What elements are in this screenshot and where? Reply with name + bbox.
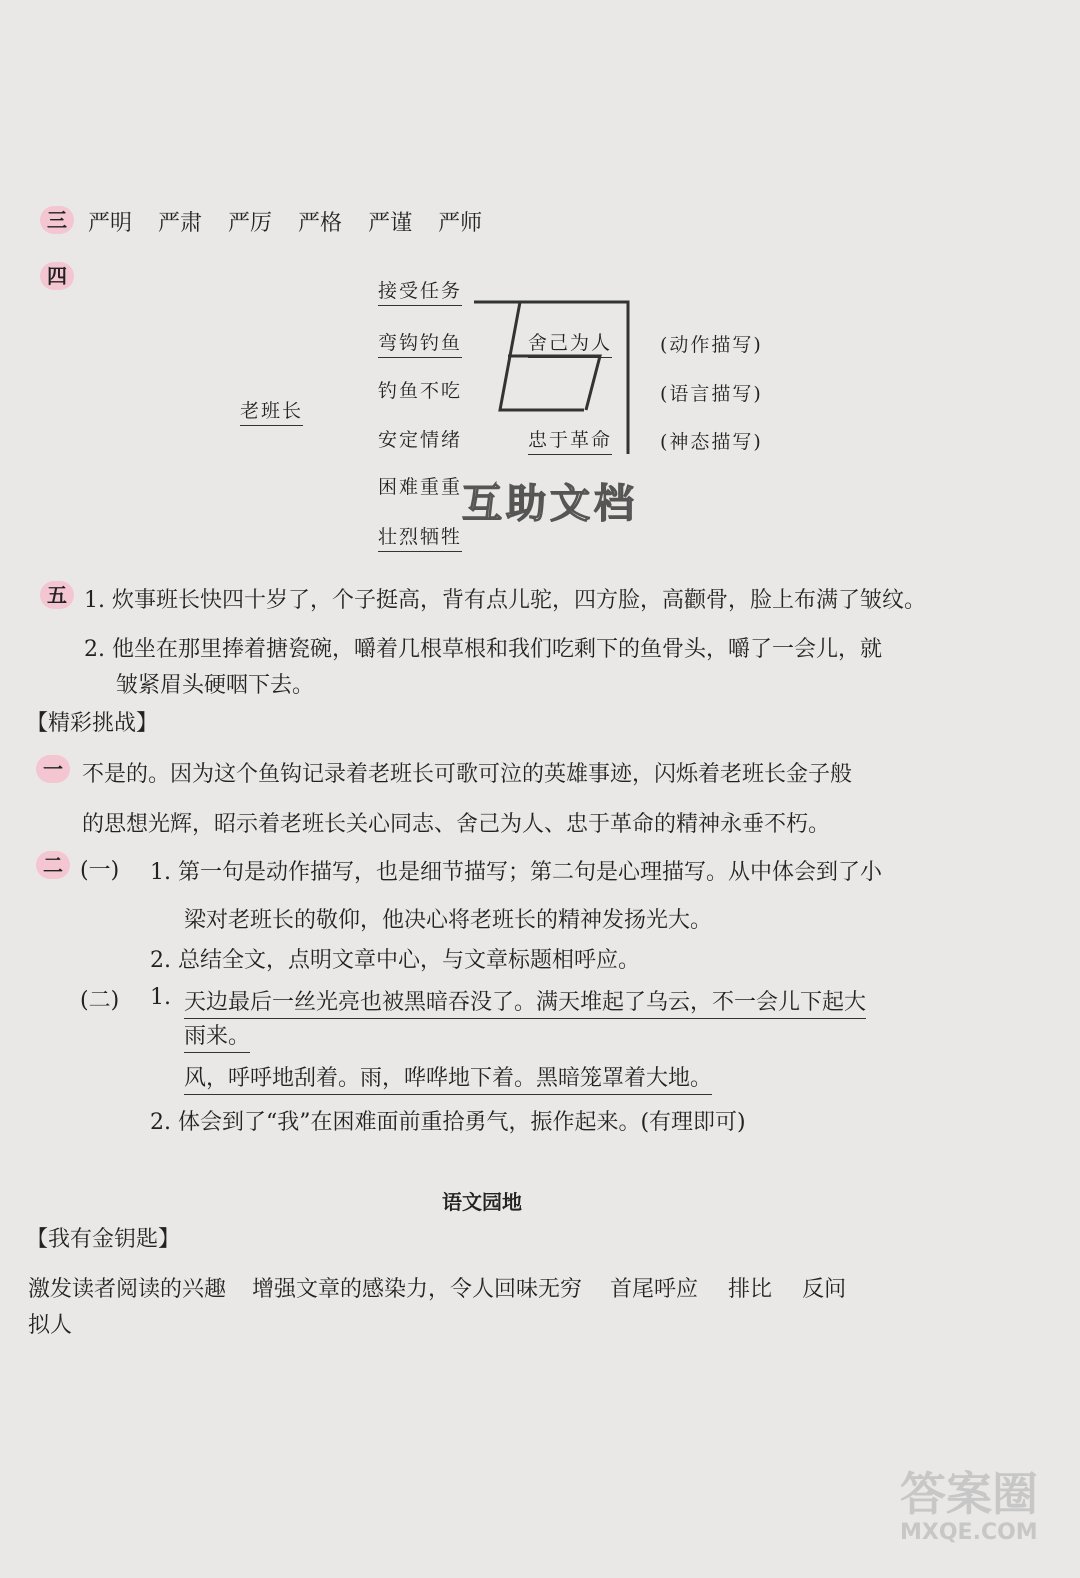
answer-item: 增强文章的感染力，令人回味无穷	[252, 1277, 583, 1302]
answer-number: 1.	[150, 985, 171, 1010]
diagram-item: 钓鱼不吃	[378, 380, 463, 402]
answer-line	[28, 1272, 846, 1303]
word-item: 严谨	[368, 211, 413, 236]
section-badge-4: 四	[40, 262, 74, 290]
quoted-sentence: 雨来。	[184, 1019, 250, 1053]
watermark-stamp: 互助文档	[462, 481, 638, 527]
section-badge-1: 一	[36, 755, 70, 783]
answer-line: 2. 总结全文，点明文章中心，与文章标题相呼应。	[150, 948, 640, 973]
diagram-mid: 忠于革命	[528, 425, 612, 455]
quoted-sentence: 天边最后一丝光亮也被黑暗吞没了。满天堆起了乌云，不一会儿下起大	[184, 985, 866, 1019]
diagram-item: 安定情绪	[378, 429, 463, 451]
diagram-item: 接受任务	[378, 276, 462, 306]
answer-item: 激发读者阅读的兴趣	[28, 1277, 227, 1302]
word-item: 严师	[438, 211, 483, 236]
diagram-item: 困难重重	[378, 476, 463, 498]
section-badge-2: 二	[36, 851, 70, 879]
word-item: 严厉	[228, 211, 273, 236]
answer-line: 梁对老班长的敬仰，他决心将老班长的精神发扬光大。	[184, 908, 713, 933]
diagram-desc: (语言描写)	[660, 383, 763, 405]
word-item: 严格	[298, 211, 343, 236]
answer-line: 2. 他坐在那里捧着搪瓷碗，嚼着几根草根和我们吃剩下的鱼骨头，嚼了一会儿，就	[84, 637, 882, 662]
answer-line: 拟人	[28, 1313, 73, 1338]
section-header: 【我有金钥匙】	[26, 1227, 181, 1252]
answer-line: 的思想光辉，昭示着老班长关心同志、舍己为人、忠于革命的精神永垂不朽。	[82, 812, 831, 837]
word-item: 严肃	[158, 211, 203, 236]
quoted-sentence: 风，呼呼地刮着。雨，哗哗地下着。黑暗笼罩着大地。	[184, 1061, 712, 1095]
diagram-mid: 舍己为人	[528, 328, 612, 358]
section-title: 语文园地	[442, 1190, 522, 1214]
answer-item: 反问	[802, 1277, 847, 1302]
site-logo	[900, 1468, 1038, 1545]
answer-item: 排比	[728, 1277, 773, 1302]
answer-line: 皱紧眉头硬咽下去。	[116, 673, 315, 698]
answer-line: 1. 炊事班长快四十岁了，个子挺高，背有点儿驼，四方脸，高颧骨，脸上布满了皱纹。	[84, 588, 926, 613]
diagram-desc: (神态描写)	[660, 431, 763, 453]
answer-item: 首尾呼应	[610, 1277, 699, 1302]
part-label: (二)	[80, 988, 120, 1013]
section-badge-5: 五	[40, 581, 74, 609]
part-label: (一)	[80, 858, 120, 883]
diagram-item: 壮烈牺牲	[378, 522, 462, 552]
answer-line: 2. 体会到了“我”在困难面前重拾勇气，振作起来。(有理即可)	[150, 1110, 746, 1135]
logo-url: MXQE.COM	[900, 1520, 1038, 1545]
diagram-item: 弯钩钓鱼	[378, 328, 462, 358]
diagram-desc: (动作描写)	[660, 334, 763, 356]
section-badge-3: 三	[40, 206, 74, 234]
logo-text: 答案圈	[900, 1467, 1038, 1521]
answer-line: 不是的。因为这个鱼钩记录着老班长可歌可泣的英雄事迹，闪烁着老班长金子般	[82, 762, 853, 787]
word-list	[88, 206, 482, 237]
diagram-root: 老班长	[240, 396, 303, 426]
word-item: 严明	[88, 211, 133, 236]
section-header: 【精彩挑战】	[26, 711, 159, 736]
answer-line: 1. 第一句是动作描写，也是细节描写；第二句是心理描写。从中体会到了小	[150, 860, 882, 885]
